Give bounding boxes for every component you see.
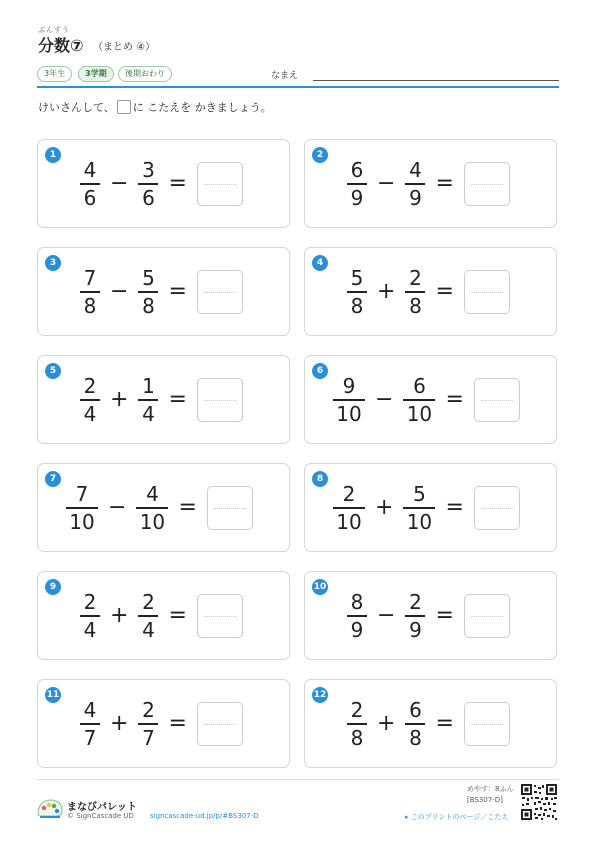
denominator: 8 bbox=[350, 725, 364, 750]
copyright: © SignCascade UD bbox=[67, 812, 134, 820]
problem-card bbox=[37, 679, 290, 768]
expression bbox=[333, 464, 520, 551]
answer-guide-line bbox=[204, 184, 236, 185]
numerator: 2 bbox=[342, 481, 356, 506]
fraction bbox=[80, 699, 100, 749]
numerator: 8 bbox=[350, 589, 364, 614]
palette-logo-icon bbox=[36, 797, 64, 819]
instruction bbox=[38, 99, 272, 115]
problem-number: 6 bbox=[312, 363, 328, 379]
fraction bbox=[80, 159, 100, 209]
problem-number: 12 bbox=[312, 687, 328, 703]
fraction-bar bbox=[80, 615, 100, 617]
answer-guide-line bbox=[471, 292, 503, 293]
problem-card bbox=[304, 463, 557, 552]
answer-box[interactable] bbox=[207, 486, 253, 530]
answer-box[interactable] bbox=[464, 702, 510, 746]
tag-grade: 3年生 bbox=[37, 66, 72, 82]
fraction-bar bbox=[66, 507, 98, 509]
problem-card bbox=[304, 139, 557, 228]
answer-box[interactable] bbox=[464, 594, 510, 638]
numerator: 4 bbox=[83, 697, 97, 722]
fraction bbox=[405, 591, 425, 641]
fraction bbox=[66, 483, 98, 533]
fraction bbox=[80, 591, 100, 641]
answer-box-sample bbox=[117, 100, 131, 114]
problem-card bbox=[304, 355, 557, 444]
expression bbox=[347, 140, 510, 227]
expression bbox=[333, 356, 520, 443]
fraction bbox=[405, 699, 425, 749]
numerator: 2 bbox=[409, 265, 422, 290]
fraction bbox=[347, 591, 367, 641]
operator: + bbox=[110, 711, 129, 736]
problem-number: 10 bbox=[312, 579, 328, 595]
fraction bbox=[333, 375, 365, 425]
answer-guide-line bbox=[204, 724, 236, 725]
fraction-bar bbox=[80, 399, 100, 401]
expression bbox=[347, 680, 510, 767]
answer-guide-line bbox=[481, 400, 513, 401]
fraction bbox=[80, 375, 100, 425]
equals-sign: = bbox=[178, 495, 197, 520]
problem-card bbox=[37, 139, 290, 228]
fraction bbox=[138, 699, 158, 749]
fraction bbox=[138, 267, 158, 317]
denominator: 10 bbox=[406, 401, 433, 426]
fraction-bar bbox=[405, 291, 425, 293]
denominator: 8 bbox=[83, 293, 97, 318]
problem-card bbox=[304, 247, 557, 336]
fraction bbox=[347, 699, 367, 749]
denominator: 4 bbox=[83, 617, 97, 642]
fraction bbox=[403, 375, 435, 425]
answer-guide-line bbox=[471, 616, 503, 617]
operator: + bbox=[377, 279, 396, 304]
problem-number: 7 bbox=[45, 471, 61, 487]
numerator: 4 bbox=[83, 157, 97, 182]
numerator: 4 bbox=[409, 157, 422, 182]
answer-box[interactable] bbox=[474, 378, 520, 422]
operator: − bbox=[110, 279, 129, 304]
fraction bbox=[136, 483, 168, 533]
operator: + bbox=[110, 387, 129, 412]
equals-sign: = bbox=[445, 495, 464, 520]
fraction-bar bbox=[333, 507, 365, 509]
fraction-bar bbox=[138, 399, 158, 401]
problem-card bbox=[37, 463, 290, 552]
denominator: 9 bbox=[350, 617, 364, 642]
qr-code-icon[interactable] bbox=[520, 783, 558, 821]
answer-page-link[interactable]: ▸ このプリントのページ／こたえ bbox=[405, 813, 509, 821]
numerator: 2 bbox=[142, 697, 155, 722]
answer-box[interactable] bbox=[197, 378, 243, 422]
equals-sign: = bbox=[435, 279, 454, 304]
answer-guide-line bbox=[204, 292, 236, 293]
problem-number: 8 bbox=[312, 471, 328, 487]
numerator: 2 bbox=[83, 373, 97, 398]
answer-box[interactable] bbox=[197, 270, 243, 314]
problem-card bbox=[37, 355, 290, 444]
denominator: 6 bbox=[83, 185, 97, 210]
problem-card bbox=[304, 679, 557, 768]
numerator: 5 bbox=[350, 265, 364, 290]
denominator: 10 bbox=[139, 509, 166, 534]
answer-box[interactable] bbox=[197, 594, 243, 638]
equals-sign: = bbox=[435, 711, 454, 736]
name-line[interactable] bbox=[313, 80, 559, 81]
numerator: 2 bbox=[142, 589, 155, 614]
fraction-bar bbox=[403, 507, 435, 509]
operator: + bbox=[375, 495, 394, 520]
denominator: 8 bbox=[409, 725, 422, 750]
answer-box[interactable] bbox=[464, 162, 510, 206]
fraction bbox=[403, 483, 435, 533]
fraction bbox=[138, 375, 158, 425]
worksheet-code: [BS307-D] bbox=[467, 796, 503, 804]
fraction-bar bbox=[347, 615, 367, 617]
fraction-bar bbox=[80, 183, 100, 185]
denominator: 10 bbox=[406, 509, 433, 534]
tag-term: 3学期 bbox=[78, 66, 114, 82]
problem-number: 4 bbox=[312, 255, 328, 271]
equals-sign: = bbox=[168, 603, 187, 628]
numerator: 6 bbox=[409, 697, 422, 722]
equals-sign: = bbox=[168, 279, 187, 304]
fraction bbox=[138, 591, 158, 641]
fraction-bar bbox=[136, 507, 168, 509]
fraction bbox=[347, 159, 367, 209]
answer-guide-line bbox=[204, 400, 236, 401]
fraction-bar bbox=[80, 723, 100, 725]
brand-name: まなびパレット bbox=[67, 802, 137, 813]
expression bbox=[347, 572, 510, 659]
footer-rule bbox=[37, 779, 559, 780]
page-subtitle: （まとめ ④） bbox=[93, 42, 156, 53]
name-label: なまえ bbox=[271, 71, 299, 81]
fraction bbox=[333, 483, 365, 533]
numerator: 1 bbox=[142, 373, 155, 398]
fraction-bar bbox=[138, 723, 158, 725]
numerator: 5 bbox=[413, 481, 426, 506]
fraction-bar bbox=[347, 291, 367, 293]
denominator: 7 bbox=[142, 725, 155, 750]
denominator: 4 bbox=[142, 401, 155, 426]
expression bbox=[80, 356, 243, 443]
fraction bbox=[405, 267, 425, 317]
numerator: 2 bbox=[350, 697, 364, 722]
instruction-after: に こたえを かきましょう。 bbox=[132, 101, 272, 114]
denominator: 4 bbox=[142, 617, 155, 642]
fraction-bar bbox=[405, 723, 425, 725]
numerator: 6 bbox=[350, 157, 364, 182]
page-title: 分数⑦ bbox=[38, 36, 84, 55]
problem-card bbox=[37, 571, 290, 660]
denominator: 10 bbox=[336, 509, 362, 534]
problem-number: 11 bbox=[45, 687, 61, 703]
answer-guide-line bbox=[471, 724, 503, 725]
operator: − bbox=[377, 603, 396, 628]
fraction-bar bbox=[80, 291, 100, 293]
numerator: 2 bbox=[409, 589, 422, 614]
problem-number: 2 bbox=[312, 147, 328, 163]
denominator: 8 bbox=[409, 293, 422, 318]
numerator: 4 bbox=[146, 481, 159, 506]
expression bbox=[347, 248, 510, 335]
operator: − bbox=[377, 171, 396, 196]
fraction-bar bbox=[138, 291, 158, 293]
operator: − bbox=[108, 495, 127, 520]
numerator: 6 bbox=[413, 373, 426, 398]
numerator: 5 bbox=[142, 265, 155, 290]
fraction-bar bbox=[347, 723, 367, 725]
fraction-bar bbox=[138, 615, 158, 617]
operator: − bbox=[110, 171, 129, 196]
denominator: 9 bbox=[409, 617, 422, 642]
equals-sign: = bbox=[435, 603, 454, 628]
denominator: 8 bbox=[142, 293, 155, 318]
answer-box[interactable] bbox=[197, 162, 243, 206]
fraction-bar bbox=[403, 399, 435, 401]
expression bbox=[80, 248, 243, 335]
denominator: 8 bbox=[350, 293, 364, 318]
fraction-bar bbox=[405, 183, 425, 185]
denominator: 9 bbox=[350, 185, 364, 210]
answer-box[interactable] bbox=[464, 270, 510, 314]
instruction-before: けいさんして、 bbox=[38, 101, 115, 114]
numerator: 7 bbox=[75, 481, 89, 506]
fraction bbox=[80, 267, 100, 317]
numerator: 7 bbox=[83, 265, 97, 290]
equals-sign: = bbox=[168, 387, 187, 412]
equals-sign: = bbox=[435, 171, 454, 196]
operator: − bbox=[375, 387, 394, 412]
expression bbox=[80, 680, 243, 767]
denominator: 10 bbox=[336, 401, 362, 426]
problem-number: 5 bbox=[45, 363, 61, 379]
answer-guide-line bbox=[471, 184, 503, 185]
answer-box[interactable] bbox=[197, 702, 243, 746]
denominator: 10 bbox=[69, 509, 95, 534]
fraction-bar bbox=[347, 183, 367, 185]
denominator: 7 bbox=[83, 725, 97, 750]
denominator: 6 bbox=[142, 185, 155, 210]
answer-guide-line bbox=[204, 616, 236, 617]
problem-card bbox=[304, 571, 557, 660]
header-rule bbox=[37, 86, 559, 88]
problem-number: 9 bbox=[45, 579, 61, 595]
answer-guide-line bbox=[481, 508, 513, 509]
equals-sign: = bbox=[168, 171, 187, 196]
problem-card bbox=[37, 247, 290, 336]
fraction bbox=[347, 267, 367, 317]
numerator: 2 bbox=[83, 589, 97, 614]
fraction-bar bbox=[138, 183, 158, 185]
problem-number: 3 bbox=[45, 255, 61, 271]
title-ruby: ぶんすう bbox=[38, 26, 70, 34]
fraction-bar bbox=[405, 615, 425, 617]
expression bbox=[66, 464, 253, 551]
numerator: 3 bbox=[142, 157, 155, 182]
denominator: 4 bbox=[83, 401, 97, 426]
denominator: 9 bbox=[409, 185, 422, 210]
answer-box[interactable] bbox=[474, 486, 520, 530]
operator: + bbox=[110, 603, 129, 628]
time-estimate: めやす：8ふん bbox=[467, 785, 514, 793]
equals-sign: = bbox=[445, 387, 464, 412]
fraction bbox=[405, 159, 425, 209]
expression bbox=[80, 572, 243, 659]
operator: + bbox=[377, 711, 396, 736]
fraction bbox=[138, 159, 158, 209]
equals-sign: = bbox=[168, 711, 187, 736]
answer-guide-line bbox=[214, 508, 246, 509]
worksheet-url[interactable]: signcascade-ud.jp/p/#BS307-D bbox=[150, 812, 259, 820]
tag-period: 後期おわり bbox=[118, 66, 172, 82]
numerator: 9 bbox=[342, 373, 356, 398]
problem-number: 1 bbox=[45, 147, 61, 163]
expression bbox=[80, 140, 243, 227]
fraction-bar bbox=[333, 399, 365, 401]
